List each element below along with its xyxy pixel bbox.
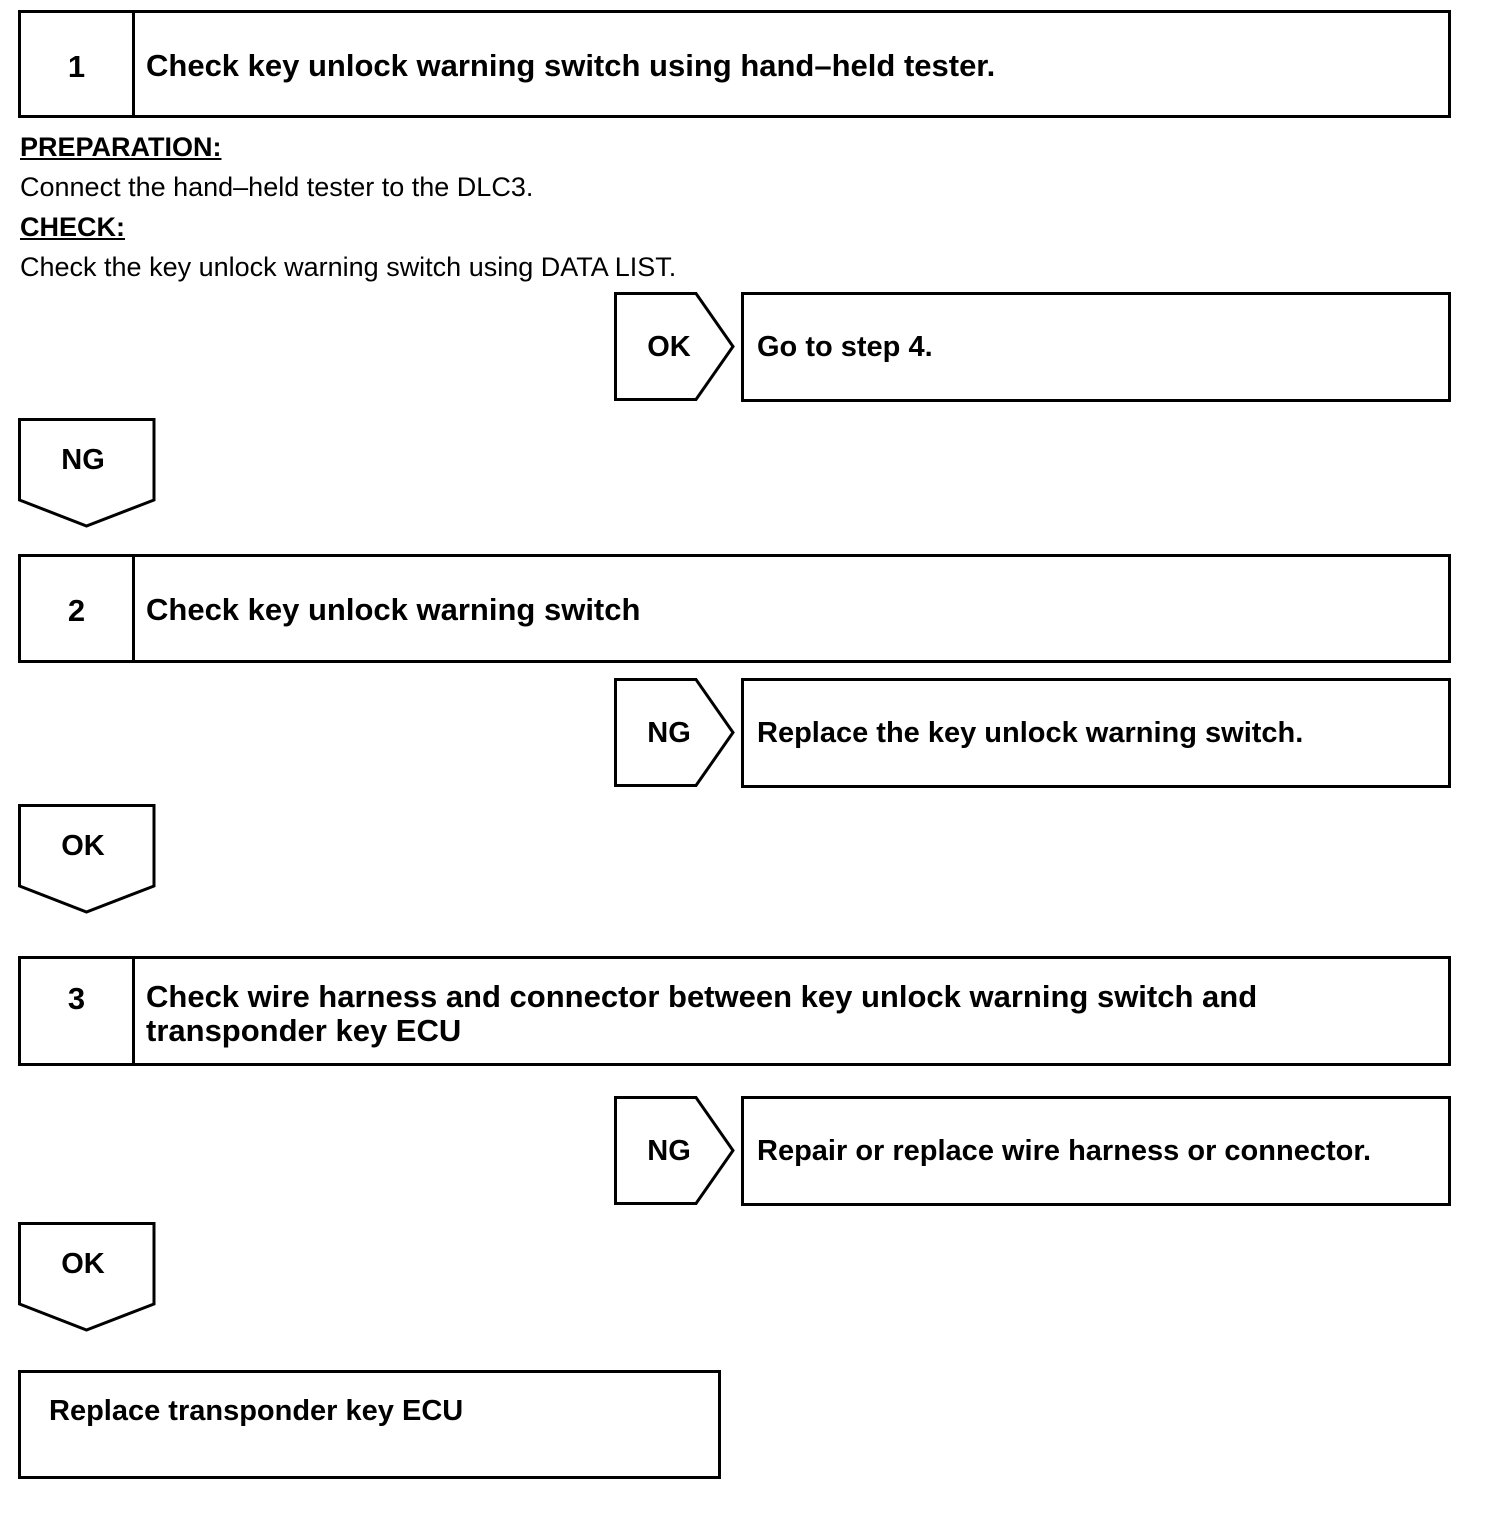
step-3-box	[18, 956, 1451, 1066]
down-arrow-3-label: OK	[61, 1247, 105, 1280]
final-action-box	[18, 1370, 721, 1479]
branch-1-result: Go to step 4.	[757, 330, 933, 363]
down-arrow-2-label: OK	[61, 829, 105, 862]
check-label: CHECK:	[20, 212, 125, 242]
step-1-title: Check key unlock warning switch using hand–held tester.	[146, 48, 996, 83]
step-1-number: 1	[21, 13, 135, 115]
branch-2-result: Replace the key unlock warning switch.	[757, 716, 1304, 749]
branch-2-result-box	[741, 678, 1451, 788]
step-2-title: Check key unlock warning switch	[146, 592, 641, 627]
step-2-box	[18, 554, 1451, 663]
step-2-number: 2	[21, 557, 135, 660]
branch-3-result: Repair or replace wire harness or connector.	[757, 1134, 1372, 1167]
branch-1-label: OK	[647, 330, 691, 363]
step-3-number: 3	[21, 959, 135, 1063]
preparation-text: Connect the hand–held tester to the DLC3.	[20, 172, 534, 202]
step-3-title: Check wire harness and connector between key unlock warning switch and transponder key ECU	[146, 979, 1258, 1048]
check-text: Check the key unlock warning switch using DATA LIST.	[20, 252, 677, 282]
preparation-label: PREPARATION:	[20, 132, 222, 162]
down-arrow-1-label: NG	[61, 443, 105, 476]
branch-2-label: NG	[647, 716, 691, 749]
branch-3-label: NG	[647, 1134, 691, 1167]
branch-1-result-box	[741, 292, 1451, 402]
final-action-text: Replace transponder key ECU	[49, 1395, 464, 1427]
branch-3-result-box	[741, 1096, 1451, 1206]
step-1-box	[18, 10, 1451, 118]
